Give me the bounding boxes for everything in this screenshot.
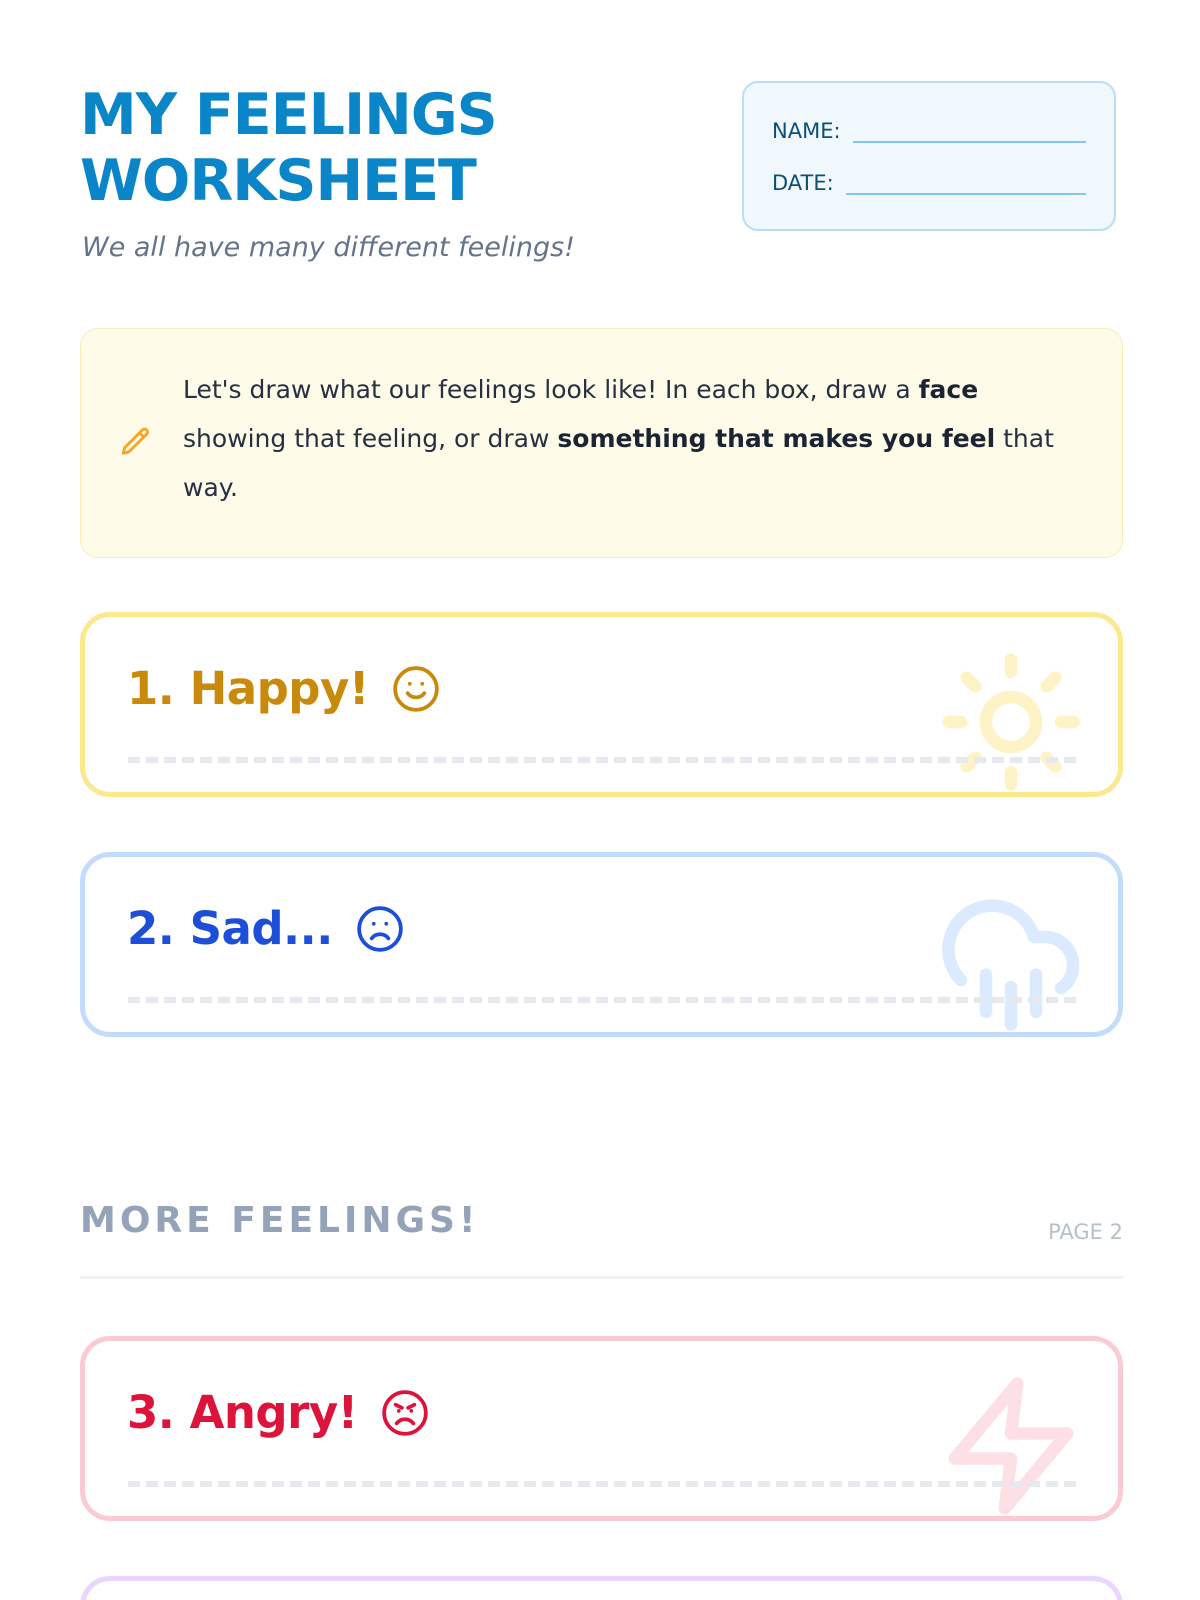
card-title-text: 1. Happy! [127,662,369,715]
date-field[interactable] [846,171,1086,195]
pencil-icon [119,425,153,459]
angry-face-icon [380,1388,430,1438]
card-title-text: 2. Sad... [127,902,333,955]
rain-cloud-icon [936,887,1086,1037]
section-title: MORE FEELINGS! [80,1200,480,1241]
date-row [772,171,1086,195]
writing-line [128,757,1076,763]
section-divider [80,1276,1123,1279]
instructions-part-2: showing that feeling, or draw [183,424,558,453]
title-line-2: WORKSHEET [80,148,476,214]
instructions-bold-face: face [918,375,979,404]
instructions-text [183,365,1083,512]
instructions-part-1: Let's draw what our feelings look like! In each box, draw a [183,375,919,404]
name-field[interactable] [853,119,1086,143]
feeling-card-angry[interactable] [80,1336,1123,1521]
page-title [80,82,700,214]
feeling-card-next[interactable] [80,1576,1123,1600]
sun-icon [936,647,1086,797]
writing-line [128,1481,1076,1487]
page-number: PAGE 2 [1048,1220,1123,1244]
name-label: NAME: [772,119,841,143]
card-title-angry [127,1386,430,1439]
name-row [772,119,1086,143]
card-title-sad [127,902,405,955]
writing-line [128,997,1076,1003]
sad-face-icon [355,904,405,954]
feeling-card-sad[interactable] [80,852,1123,1037]
name-date-box [742,81,1116,231]
card-title-text: 3. Angry! [127,1386,358,1439]
title-line-1: MY FEELINGS [80,82,497,148]
card-title-happy [127,662,441,715]
instructions-box [80,328,1123,558]
feeling-card-happy[interactable] [80,612,1123,797]
lightning-bolt-icon [936,1371,1086,1521]
page-subtitle: We all have many different feelings! [82,232,575,263]
date-label: DATE: [772,171,834,195]
instructions-bold-something: something that makes you feel [557,424,996,453]
instructions-part-3: that way. [183,424,1054,502]
smiley-face-icon [391,664,441,714]
